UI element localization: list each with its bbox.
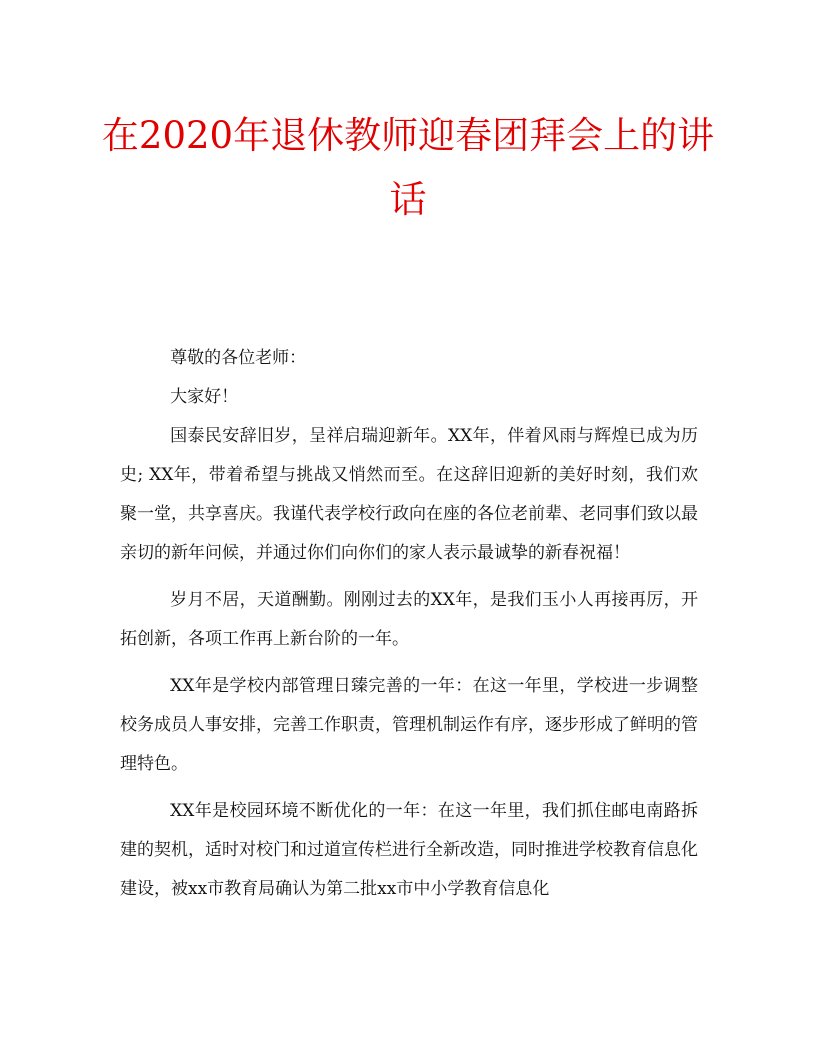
summary-paragraph: 岁月不居，天道酬勤。刚刚过去的XX年，是我们玉小人再接再厉，开拓创新，各项工作再上新台阶的一年。	[120, 590, 698, 649]
salutation-paragraph: 尊敬的各位老师：	[170, 348, 307, 368]
document-title: 在2020年退休教师迎春团拜会上的讲话	[101, 114, 715, 221]
document-body	[120, 339, 698, 909]
greeting-paragraph: 大家好！	[170, 387, 239, 407]
opening-paragraph: 国泰民安辞旧岁，呈祥启瑞迎新年。XX年，伴着风雨与辉煌已成为历史; XX年，带着希望与挑战又悄然而至。在这辞旧迎新的美好时刻，我们欢聚一堂，共享喜庆。我谨代表学校行政向在座的各位老前辈、老同事们致以最亲切的新年问候，并通过你们向你们的家人表示最诚挚的新春祝福！	[120, 426, 698, 563]
management-paragraph: XX年是学校内部管理日臻完善的一年：在这一年里，学校进一步调整校务成员人事安排，完善工作职责，管理机制运作有序，逐步形成了鲜明的管理特色。	[120, 676, 698, 774]
environment-paragraph: XX年是校园环境不断优化的一年：在这一年里，我们抓住邮电南路拆建的契机，适时对校门和过道宣传栏进行全新改造，同时推进学校教育信息化建设，被xx市教育局确认为第二批xx市中小学教育信息化	[120, 801, 698, 899]
